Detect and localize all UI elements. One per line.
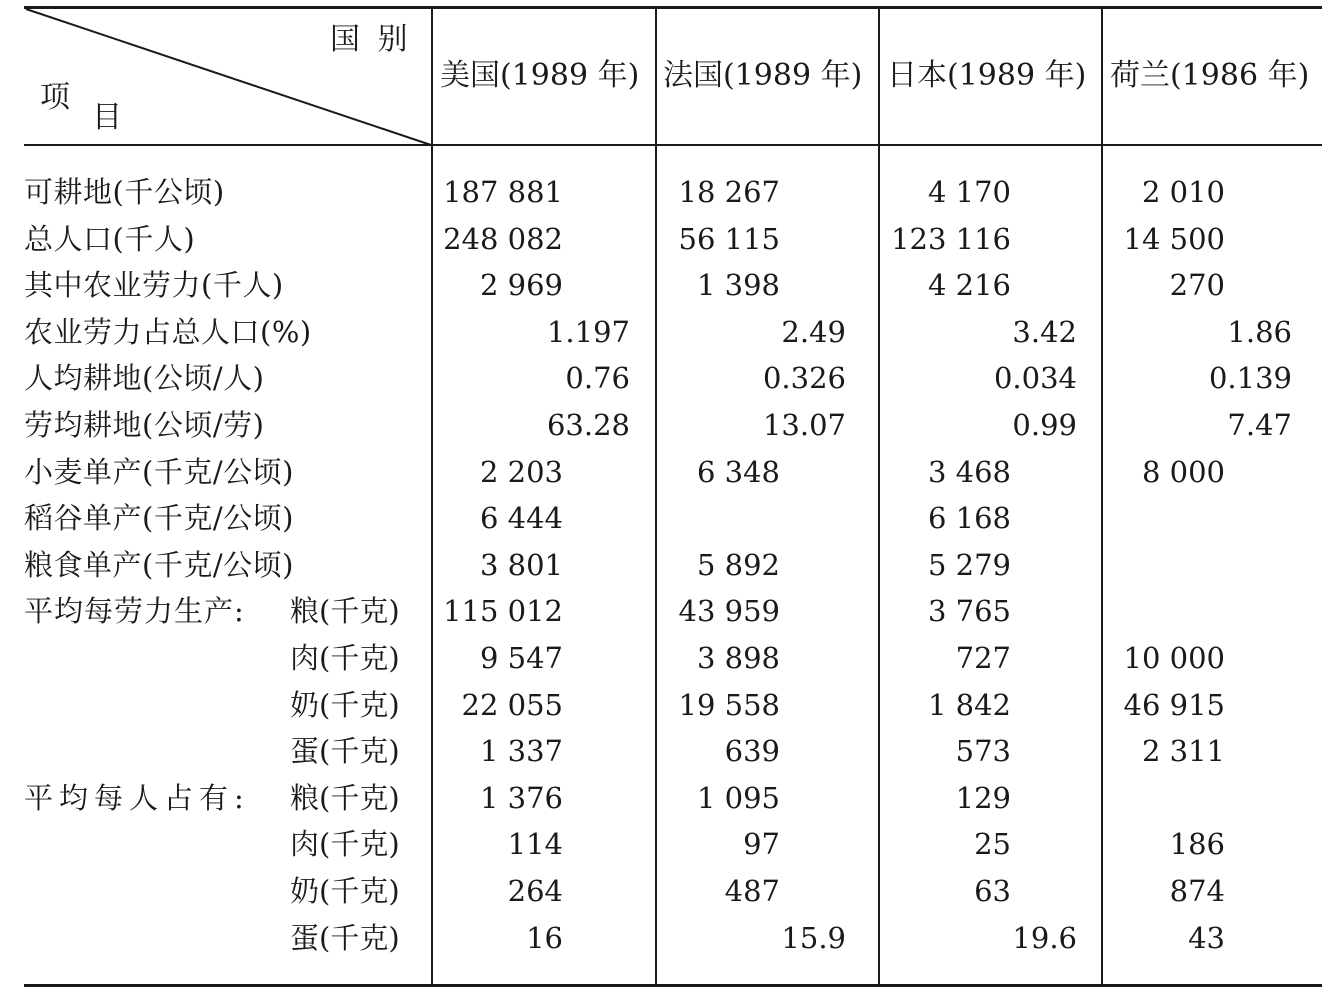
column-header-france: 法国(1989 年) (663, 58, 863, 93)
row-label: 农业劳力占总人口(%) (24, 315, 312, 349)
table-cell: 1.86 (1227, 315, 1292, 349)
table-cell: 15.9 (781, 921, 846, 955)
table-cell: 22 055 (461, 688, 563, 722)
table-cell: 487 (724, 874, 780, 908)
row-sublabel: 蛋(千克) (290, 921, 400, 955)
table-cell: 10 000 (1123, 641, 1225, 675)
table-cell: 2.49 (781, 315, 846, 349)
table-cell: 114 (507, 827, 563, 861)
column-header-usa: 美国(1989 年) (440, 58, 640, 93)
table-cell: 6 168 (927, 501, 1011, 535)
table-cell: 6 348 (696, 455, 780, 489)
table-cell: 25 (974, 827, 1011, 861)
row-sublabel: 粮(千克) (290, 594, 400, 628)
table-cell: 56 115 (678, 222, 780, 256)
table-cell: 1 842 (927, 688, 1011, 722)
table-cell: 63.28 (546, 408, 630, 442)
table-cell: 46 915 (1123, 688, 1225, 722)
row-sublabel: 肉(千克) (290, 641, 400, 675)
table-cell: 6 444 (479, 501, 563, 535)
row-sublabel: 粮(千克) (290, 781, 400, 815)
table-cell: 8 000 (1141, 455, 1225, 489)
table-cell: 1 398 (696, 268, 780, 302)
row-label: 可耕地(千公顷) (24, 175, 225, 209)
table-cell: 123 116 (891, 222, 1011, 256)
table-cell: 2 311 (1141, 734, 1225, 768)
table-cell: 5 892 (696, 548, 780, 582)
table-cell: 43 (1188, 921, 1225, 955)
corner-header-item-b: 目 (92, 100, 122, 135)
row-label: 平均每劳力生产: (24, 594, 245, 628)
table-cell: 727 (955, 641, 1011, 675)
row-label: 其中农业劳力(千人) (24, 268, 284, 302)
table-cell: 19 558 (678, 688, 780, 722)
row-sublabel: 肉(千克) (290, 827, 400, 861)
column-header-netherlands: 荷兰(1986 年) (1110, 58, 1310, 93)
table-cell: 3 801 (479, 548, 563, 582)
table-cell: 1 376 (479, 781, 563, 815)
table-cell: 129 (955, 781, 1011, 815)
table-cell: 0.326 (762, 361, 846, 395)
table-cell: 97 (743, 827, 780, 861)
table-cell: 1 095 (696, 781, 780, 815)
table-cell: 3 468 (927, 455, 1011, 489)
table-cell: 3.42 (1012, 315, 1077, 349)
table-cell: 1 337 (479, 734, 563, 768)
table-cell: 115 012 (443, 594, 563, 628)
table-cell: 639 (724, 734, 780, 768)
table-cell: 43 959 (678, 594, 780, 628)
table-cell: 573 (955, 734, 1011, 768)
table-cell: 3 765 (927, 594, 1011, 628)
table-cell: 18 267 (678, 175, 780, 209)
table-cell: 270 (1169, 268, 1225, 302)
table-cell: 0.99 (1012, 408, 1077, 442)
table-cell: 2 969 (479, 268, 563, 302)
row-label: 小麦单产(千克/公顷) (24, 455, 294, 489)
table-cell: 9 547 (479, 641, 563, 675)
table-cell: 4 216 (927, 268, 1011, 302)
row-label: 粮食单产(千克/公顷) (24, 548, 294, 582)
table-cell: 0.139 (1208, 361, 1292, 395)
column-header-japan: 日本(1989 年) (887, 58, 1087, 93)
row-sublabel: 蛋(千克) (290, 734, 400, 768)
table-cell: 187 881 (443, 175, 563, 209)
table-cell: 2 010 (1141, 175, 1225, 209)
corner-header-country: 国 别 (330, 22, 412, 57)
table-cell: 2 203 (479, 455, 563, 489)
row-sublabel: 奶(千克) (290, 688, 400, 722)
table-cell: 5 279 (927, 548, 1011, 582)
table-cell: 0.76 (565, 361, 630, 395)
table-cell: 14 500 (1123, 222, 1225, 256)
table-cell: 7.47 (1227, 408, 1292, 442)
table-cell: 13.07 (762, 408, 846, 442)
row-label: 平均每人占有: (24, 781, 250, 815)
row-label: 总人口(千人) (24, 222, 196, 256)
table-cell: 4 170 (927, 175, 1011, 209)
row-label: 稻谷单产(千克/公顷) (24, 501, 294, 535)
table-cell: 874 (1169, 874, 1225, 908)
table-cell: 0.034 (993, 361, 1077, 395)
row-label: 人均耕地(公顷/人) (24, 361, 265, 395)
table-cell: 186 (1169, 827, 1225, 861)
table-cell: 19.6 (1012, 921, 1077, 955)
table-cell: 63 (974, 874, 1011, 908)
table-cell: 264 (507, 874, 563, 908)
table-cell: 16 (526, 921, 563, 955)
table-cell: 1.197 (546, 315, 630, 349)
corner-header-item-a: 项 (40, 80, 70, 115)
table-cell: 3 898 (696, 641, 780, 675)
row-label: 劳均耕地(公顷/劳) (24, 408, 265, 442)
table-cell: 248 082 (443, 222, 563, 256)
row-sublabel: 奶(千克) (290, 874, 400, 908)
